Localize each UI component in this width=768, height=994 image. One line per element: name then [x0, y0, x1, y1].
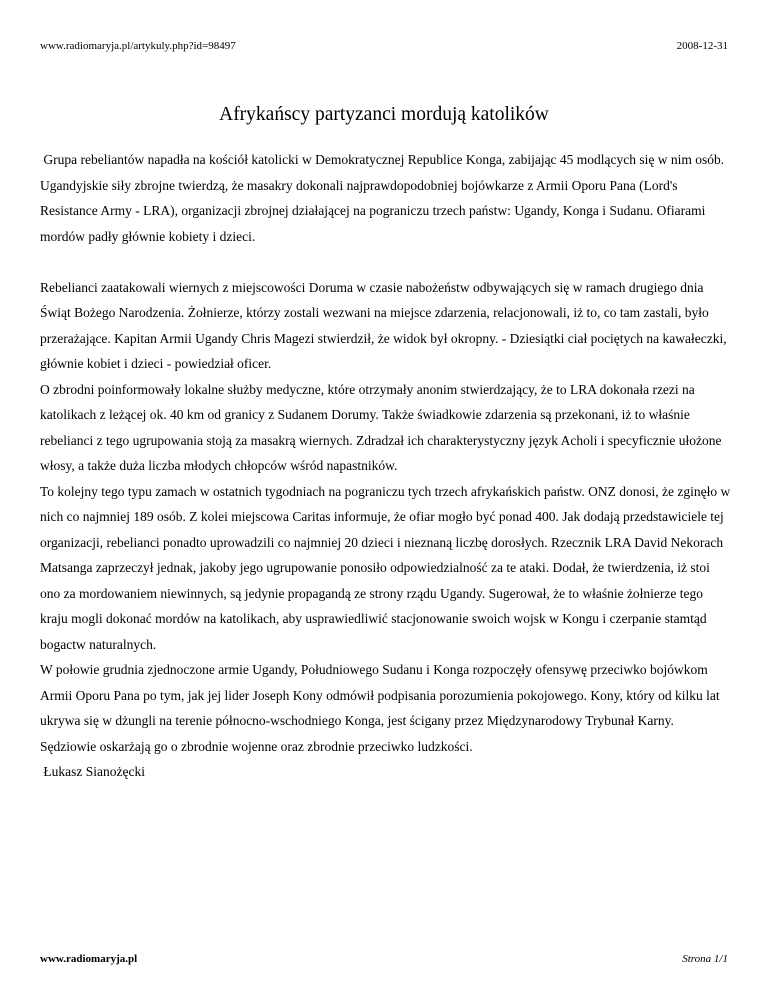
paragraph: Rebelianci zaatakowali wiernych z miejscowości Doruma w czasie nabożeństw odbywających się w ramach drugiego dnia Świąt Bożego Narodzenia. Żołnierze, którzy zostali wezwani na miejsce zdarzenia, relacjonowali, iż to, co tam zastali, było przerażające. Kapitan Armii Ugandy Chris Magezi stwierdził, że widok był okropny. - Dziesiątki ciał pociętych na kawałeczki, głównie kobiet i dzieci - powiedział oficer.: [40, 279, 727, 371]
footer-site: www.radiomaryja.pl: [40, 953, 138, 965]
footer-page-number: Strona 1/1: [682, 953, 728, 965]
paragraph: W połowie grudnia zjednoczone armie Ugandy, Południowego Sudanu i Konga rozpoczęły ofensywę przeciwko bojówkom Armii Oporu Pana po tym, jak jej lider Joseph Kony odmówił podpisania porozumienia pokojowego. Kony, który od kilku lat ukrywa się w dżungli na terenie północno-wschodniego Konga, jest ścigany przez Międzynarodowy Trybunał Karny. Sędziowie oskarżają go o zbrodnie wojenne oraz zbrodnie przeciwko ludzkości.: [40, 662, 720, 754]
paragraph: To kolejny tego typu zamach w ostatnich tygodniach na pograniczu tych trzech afrykańskich państw. ONZ donosi, że zginęło w nich co najmniej 189 osób. Z kolei miejscowa Caritas informuje, że ofiar mogło być ponad 400. Jak dodają przedstawiciele tej organizacji, rebelianci ponadto uprowadzili co najmniej 20 dzieci i nieznaną liczbę dorosłych. Rzecznik LRA David Nekorach Matsanga zaprzeczył jednak, jakoby jego ugrupowanie ponosiło odpowiedzialność za te ataki. Dodał, że twierdzenia, iż stoi ono za mordowaniem niewinnych, są jedynie propagandą ze strony rządu Ugandy. Sugerował, że to właśnie żołnierze tego kraju mogli dokonać mordów na katolikach, aby usprawiedliwić stacjonowanie swoich wojsk w Kongu i czerpanie stamtąd bogactw naturalnych.: [40, 483, 731, 652]
author-signature: Łukasz Sianożęcki: [40, 764, 145, 779]
header-date: 2008-12-31: [676, 40, 728, 52]
page-footer: [40, 953, 728, 965]
page-header: [40, 40, 728, 52]
paragraph-lead: Grupa rebeliantów napadła na kościół katolicki w Demokratycznej Republice Konga, zabijając 45 modlących się w nim osób. Ugandyjskie siły zbrojne twierdzą, że masakry dokonali najprawdopodobniej bojówkarze z Armii Oporu Pana (Lord's Resistance Army - LRA), organizacji zbrojnej działającej na pograniczu trzech państw: Ugandy, Konga i Sudanu. Ofiarami mordów padły głównie kobiety i dzieci.: [40, 152, 728, 244]
header-url: www.radiomaryja.pl/artykuly.php?id=98497: [40, 40, 236, 52]
paragraph: O zbrodni poinformowały lokalne służby medyczne, które otrzymały anonim stwierdzający, że to LRA dokonała rzezi na katolikach z leżącej ok. 40 km od granicy z Sudanem Dorumy. Także świadkowie zdarzenia są przekonani, iż to właśnie rebelianci z tego ugrupowania stoją za masakrą wiernych. Zdradzał ich charakterystyczny język Acholi i specyficznie ułożone włosy, a także duża liczba młodych chłopców wśród napastników.: [40, 381, 722, 473]
article-body: [40, 147, 732, 785]
article-title: Afrykańscy partyzanci mordują katolików: [219, 104, 549, 125]
